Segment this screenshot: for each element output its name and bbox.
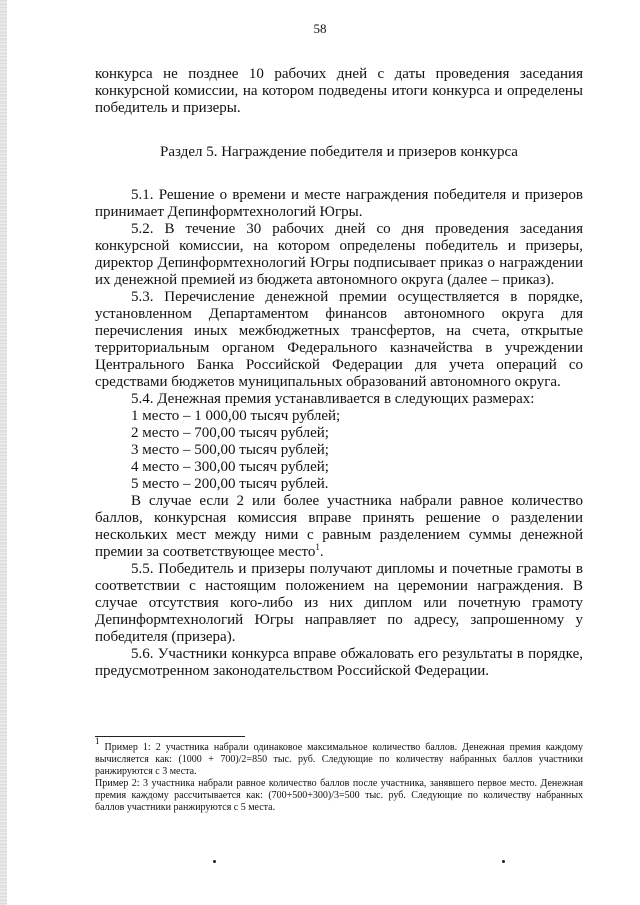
scan-dot-artifact	[213, 860, 216, 863]
prize-list-item: 3 место – 500,00 тысяч рублей;	[131, 442, 329, 458]
footnote-example-1	[95, 736, 583, 778]
section-title: Раздел 5. Награждение победителя и призеров конкурса	[160, 144, 518, 160]
prize-list-item: 5 место – 200,00 тысяч рублей.	[131, 476, 329, 492]
main-text	[95, 66, 583, 680]
paragraph-5-2: 5.2. В течение 30 рабочих дней со дня проведения заседания конкурсной комиссии, на котором определены победитель и призеры, директор Депинформтехнологий Югры подписывает приказ о награждении их денежной премией из бюджета автономного округа (далее – приказ).	[95, 221, 583, 288]
scan-edge-artifact	[0, 0, 7, 905]
prize-list-item: 1 место – 1 000,00 тысяч рублей;	[131, 408, 341, 424]
scan-dot-artifact	[502, 860, 505, 863]
intro-paragraph: конкурса не позднее 10 рабочих дней с даты проведения заседания конкурсной комиссии, на котором подведены итоги конкурса и определены победитель и призеры.	[95, 66, 583, 116]
paragraph-5-6: 5.6. Участники конкурса вправе обжаловать его результаты в порядке, предусмотренном законодательством Российской Федерации.	[95, 646, 583, 679]
footnote-reference[interactable]: 1	[315, 542, 320, 552]
prize-list	[95, 408, 583, 493]
footnote-mark: 1	[95, 736, 100, 746]
tie-rule-paragraph	[95, 493, 583, 561]
tie-rule-text: В случае если 2 или более участника набрали равное количество баллов, конкурсная комиссия вправе принять решение о разделении нескольких мест между ними с равным разделением суммы денежной премии за соответствующее место	[95, 493, 583, 560]
paragraph-5-1: 5.1. Решение о времени и месте награждения победителя и призеров принимает Депинформтехнологий Югры.	[95, 187, 583, 220]
footnote-separator	[95, 736, 245, 737]
paragraph-5-5: 5.5. Победитель и призеры получают дипломы и почетные грамоты в соответствии с настоящим положением на церемонии награждения. В случае отсутствия кого-либо из них диплом или почетную грамоту Депинформтехнологий Югры направляет по адресу, запрошенному у победителя (призера).	[95, 561, 583, 645]
prize-list-item: 2 место – 700,00 тысяч рублей;	[131, 425, 329, 441]
page-number: 58	[313, 21, 327, 36]
footnote-example-2: Пример 2: 3 участника набрали равное количество баллов после участника, занявшего первое место. Денежная премия каждому рассчитывается как: (700+500+300)/3=500 тыс. руб. Следующие по количеству набранных баллов участники ранжируются с 5 места.	[95, 778, 583, 813]
paragraph-5-4: 5.4. Денежная премия устанавливается в следующих размерах:	[131, 391, 535, 407]
paragraph-5-3: 5.3. Перечисление денежной премии осуществляется в порядке, установленном Департаментом финансов автономного округа для перечисления иных межбюджетных трансфертов, на счета, открытые территориальным органом Федерального казначейства в учреждении Центрального Банка Российской Федерации для учета операций со средствами бюджетов муниципальных образований автономного округа.	[95, 289, 583, 390]
footnote-example-1-text: Пример 1: 2 участника набрали одинаковое максимальное количество баллов. Денежная премия каждому вычисляется как: (1000 + 700)/2=850 тыс. руб. Следующие по количеству набранных баллов участники ранжируются с 3 места.	[95, 742, 583, 777]
tie-rule-period: .	[319, 544, 324, 560]
footnotes	[95, 736, 583, 814]
prize-list-item: 4 место – 300,00 тысяч рублей;	[131, 459, 329, 475]
